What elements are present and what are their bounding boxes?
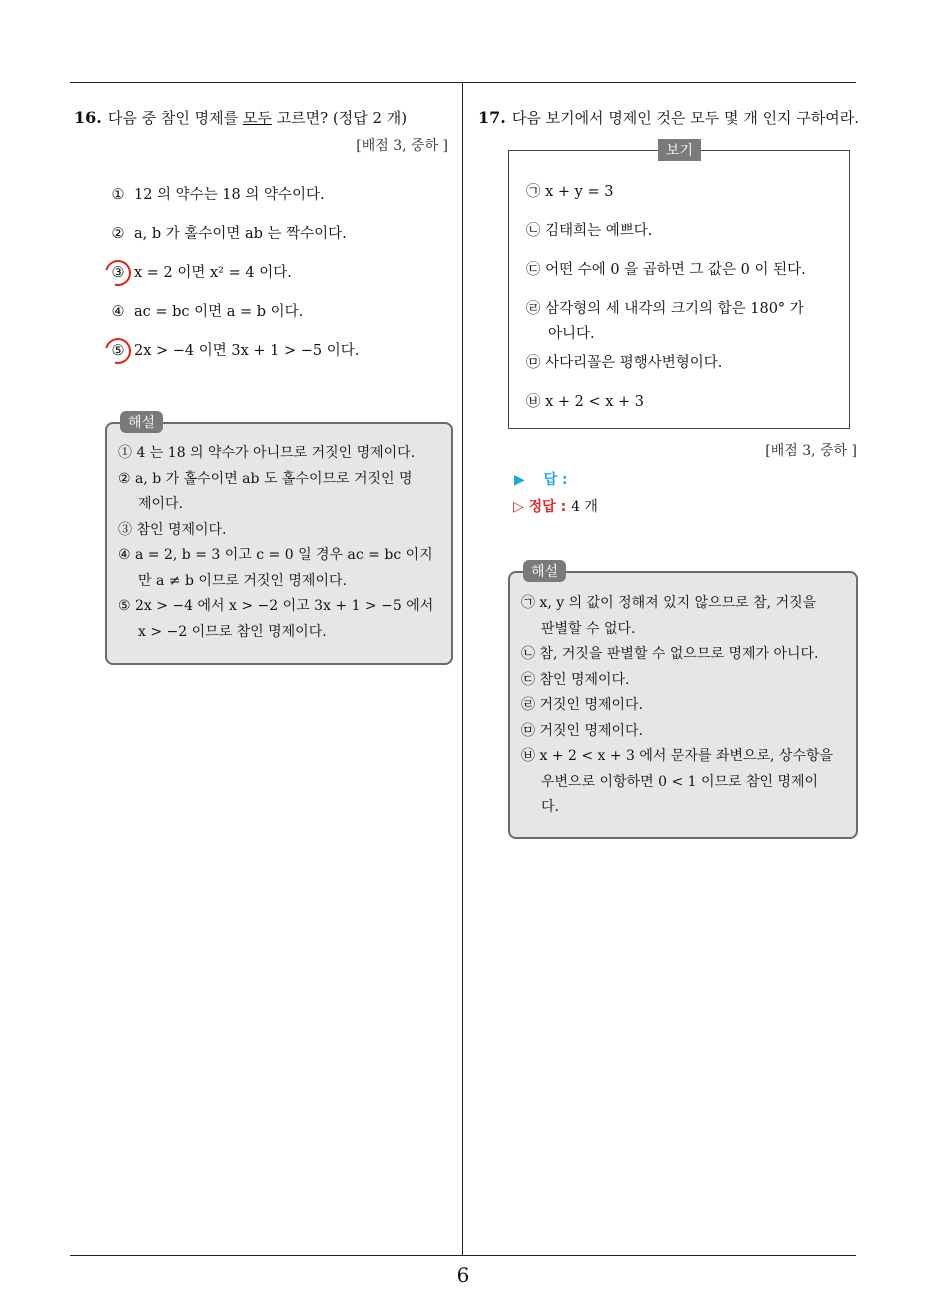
- top-rule: [70, 82, 856, 83]
- column-divider: [462, 83, 463, 1255]
- example-item-1: ㉠ x + y = 3: [526, 184, 614, 200]
- bottom-rule: [70, 1255, 856, 1256]
- solution-16-text: [118, 441, 433, 645]
- answer-marker-circle: [100, 255, 136, 291]
- question-number: 16.: [74, 108, 102, 127]
- solution-line: ㉥ x + 2 < x + 3 에서 문자를 좌변으로, 상수항을: [521, 748, 834, 764]
- example-item-3: ㉢ 어떤 수에 0 을 곱하면 그 값은 0 이 된다.: [526, 262, 806, 278]
- correct-answer-row: [513, 496, 598, 516]
- example-item-4: ㉣ 삼각형의 세 내각의 크기의 합은 180° 가: [526, 301, 804, 317]
- solution-line: 다.: [541, 799, 559, 815]
- answer-row[interactable]: [514, 469, 568, 489]
- option-3[interactable]: ③ x = 2 이면 x² = 4 이다.: [111, 265, 292, 281]
- solution-line: x > −2 이므로 참인 명제이다.: [138, 623, 327, 640]
- solution-tag: 해설: [523, 560, 566, 582]
- solution-line: 만 a ≠ b 이므로 거짓인 명제이다.: [138, 572, 347, 589]
- question-17-prompt: 17. 다음 보기에서 명제인 것은 모두 몇 개 인지 구하여라.: [478, 108, 860, 127]
- example-item-5: ㉤ 사다리꼴은 평행사변형이다.: [526, 355, 723, 371]
- answer-label: 답 :: [543, 472, 568, 488]
- solution-line: ① 4 는 18 의 약수가 아니므로 거짓인 명제이다.: [118, 445, 416, 461]
- solution-line: ㉠ x, y 의 값이 정해져 있지 않으므로 참, 거짓을: [521, 595, 817, 611]
- solution-line: 우변으로 이항하면 0 < 1 이므로 참인 명제이: [541, 773, 819, 790]
- example-box-tag: 보기: [658, 139, 701, 161]
- example-item-2: ㉡ 김태희는 예쁘다.: [526, 223, 653, 239]
- solution-17-text: [521, 591, 833, 821]
- outline-triangle-icon: ▷: [513, 499, 524, 515]
- example-item-6: ㉥ x + 2 < x + 3: [526, 394, 645, 410]
- solution-line: ③ 참인 명제이다.: [118, 521, 227, 538]
- example-item-4-cont: 아니다.: [548, 326, 595, 342]
- solution-tag: 해설: [120, 411, 163, 433]
- question-16-prompt: 16. 다음 중 참인 명제를 모두 고르면? (정답 2 개): [74, 108, 408, 127]
- option-1[interactable]: ① 12 의 약수는 18 의 약수이다.: [111, 187, 325, 203]
- solution-line: ④ a = 2, b = 3 이고 c = 0 일 경우 ac = bc 이지: [118, 547, 433, 563]
- solution-line: 판별할 수 없다.: [541, 620, 636, 637]
- question-16-meta: [배점 3, 중하 ]: [356, 138, 448, 154]
- page-number: 6: [456, 1263, 470, 1287]
- question-17-meta: [배점 3, 중하 ]: [765, 443, 857, 459]
- solution-line: ㉡ 참, 거짓을 판별할 수 없으므로 명제가 아니다.: [521, 646, 819, 662]
- solution-line: ㉤ 거짓인 명제이다.: [521, 722, 644, 739]
- solution-line: ㉢ 참인 명제이다.: [521, 671, 630, 688]
- question-number: 17.: [478, 108, 506, 127]
- answer-marker-circle: [100, 333, 136, 369]
- play-icon: ▶: [514, 472, 525, 488]
- solution-line: ㉣ 거짓인 명제이다.: [521, 697, 644, 713]
- option-4[interactable]: ④ ac = bc 이면 a = b 이다.: [111, 304, 304, 320]
- solution-line: ② a, b 가 홀수이면 ab 도 홀수이므로 거짓인 명: [118, 470, 413, 487]
- option-2[interactable]: ② a, b 가 홀수이면 ab 는 짝수이다.: [111, 226, 347, 242]
- solution-line: ⑤ 2x > −4 에서 x > −2 이고 3x + 1 > −5 에서: [118, 598, 434, 614]
- correct-answer-label: 정답 :: [528, 499, 567, 515]
- option-5[interactable]: ⑤ 2x > −4 이면 3x + 1 > −5 이다.: [111, 343, 360, 359]
- correct-answer-value: 4 개: [571, 499, 598, 515]
- solution-line: 제이다.: [138, 496, 184, 512]
